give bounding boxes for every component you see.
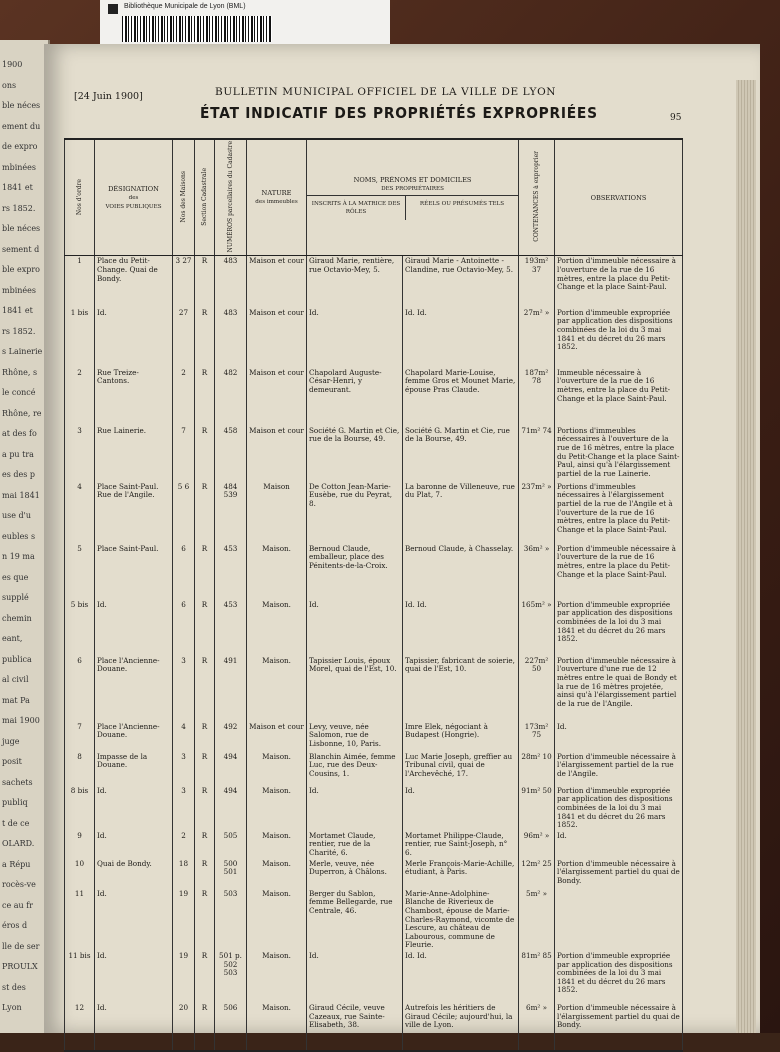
left-page-fragment: eubles s bbox=[2, 531, 36, 541]
row-observations: Id. bbox=[555, 722, 683, 752]
left-page-fragment: at des fo bbox=[2, 429, 37, 438]
row-observations: Portions d'immeubles nécessaires à l'ouverture de la rue de 16 mètres, entre la place du Petit-Change et la place Saint-Paul, ainsi qu'à l'élargissement partiel de la rue Lainerie. bbox=[555, 426, 683, 482]
left-page-fragment: chemin bbox=[2, 613, 32, 623]
left-page-fragment: rs 1852. bbox=[2, 203, 36, 213]
row-observations: Portion d'immeuble nécessaire à l'élargissement partiel du quai de Bondy. bbox=[555, 1003, 683, 1051]
row-inscrits: Id. bbox=[307, 951, 403, 1003]
row-number: 9 bbox=[65, 831, 95, 859]
row-inscrits: Giraud Cécile, veuve Cazeaux, rue Sainte-Elisabeth, 38. bbox=[307, 1003, 403, 1051]
row-maisons: 6 bbox=[173, 544, 195, 600]
row-section: R bbox=[195, 752, 215, 786]
row-section: R bbox=[195, 544, 215, 600]
row-reels: Merle François-Marie-Achille, étudiant, à Paris. bbox=[403, 859, 519, 889]
row-parcelle: 453 bbox=[215, 544, 247, 600]
row-reels: Id. Id. bbox=[403, 600, 519, 656]
row-maisons: 20 bbox=[173, 1003, 195, 1051]
row-section: R bbox=[195, 256, 215, 308]
row-observations: Portion d'immeuble expropriée par application des dispositions combinées de la loi du 3 mai 1841 et du décret du 26 mars 1852. bbox=[555, 951, 683, 1003]
row-nature: Maison. bbox=[247, 786, 307, 831]
row-parcelle: 491 bbox=[215, 656, 247, 722]
left-page-fragment: publiq bbox=[2, 798, 28, 807]
row-nature: Maison et cour bbox=[247, 368, 307, 426]
row-section: R bbox=[195, 482, 215, 544]
row-observations: Portion d'immeuble nécessaire à l'ouverture de la rue de 16 mètres, entre la place du Petit-Change et la place Saint-Paul. bbox=[555, 256, 683, 308]
left-page-fragment: mbinées bbox=[2, 162, 36, 172]
table-row bbox=[65, 308, 683, 368]
row-contenance: 96m² » bbox=[519, 831, 555, 859]
left-page-fragment: s Lainerie bbox=[2, 347, 43, 356]
row-reels: La baronne de Villeneuve, rue du Plat, 7. bbox=[403, 482, 519, 544]
row-contenance: 12m² 25 bbox=[519, 859, 555, 889]
row-parcelle: 494 bbox=[215, 786, 247, 831]
col-inscrits: INSCRITS À LA MATRICE DES RÔLES bbox=[307, 196, 406, 220]
row-number: 2 bbox=[65, 368, 95, 426]
row-observations: Portion d'immeuble expropriée par application des dispositions combinées de la loi du 3 mai 1841 et du décret du 26 mars 1852. bbox=[555, 600, 683, 656]
row-observations: Portion d'immeuble nécessaire à l'ouverture d'une rue de 12 mètres entre le quai de Bondy et la rue de 16 mètres projetée, ainsi qu'à l'élargissement partiel de la rue de l'Angile. bbox=[555, 656, 683, 722]
row-contenance: 27m² » bbox=[519, 308, 555, 368]
row-maisons: 19 bbox=[173, 951, 195, 1003]
table-row bbox=[65, 256, 683, 308]
row-reels: Tapissier, fabricant de soierie, quai de l'Est, 10. bbox=[403, 656, 519, 722]
col-maisons: Nos des Maisons bbox=[173, 139, 195, 256]
row-inscrits: Id. bbox=[307, 600, 403, 656]
row-voie: Id. bbox=[95, 889, 173, 951]
barcode bbox=[122, 16, 272, 42]
left-page-fragment: publica bbox=[2, 654, 32, 664]
row-contenance: 6m² » bbox=[519, 1003, 555, 1051]
table-row bbox=[65, 722, 683, 752]
left-page-fragment: sachets bbox=[2, 777, 33, 787]
col-observations: OBSERVATIONS bbox=[555, 139, 683, 256]
row-observations: Portion d'immeuble expropriée par application des dispositions combinées de la loi du 3 mai 1841 et du décret du 26 mars 1852. bbox=[555, 786, 683, 831]
row-number: 8 bbox=[65, 752, 95, 786]
left-page bbox=[0, 40, 50, 1033]
left-page-fragment: ement du bbox=[2, 121, 41, 131]
row-reels: Id. bbox=[403, 786, 519, 831]
row-contenance: 28m² 10 bbox=[519, 752, 555, 786]
row-voie: Id. bbox=[95, 308, 173, 368]
row-reels: Autrefois les héritiers de Giraud Cécile; aujourd'hui, la ville de Lyon. bbox=[403, 1003, 519, 1051]
row-inscrits: Levy, veuve, née Salomon, rue de Lisbonne, 10, Paris. bbox=[307, 722, 403, 752]
col-contenances: CONTENANCES à exproprier bbox=[519, 139, 555, 256]
row-maisons: 3 27 bbox=[173, 256, 195, 308]
row-voie: Place Saint-Paul. Rue de l'Angile. bbox=[95, 482, 173, 544]
row-contenance: 193m² 37 bbox=[519, 256, 555, 308]
library-logo bbox=[108, 4, 118, 14]
table-row bbox=[65, 859, 683, 889]
table-row bbox=[65, 368, 683, 426]
row-parcelle: 500 501 bbox=[215, 859, 247, 889]
row-parcelle: 458 bbox=[215, 426, 247, 482]
row-section: R bbox=[195, 368, 215, 426]
row-maisons: 3 bbox=[173, 656, 195, 722]
row-section: R bbox=[195, 722, 215, 752]
row-number: 3 bbox=[65, 426, 95, 482]
row-number: 8 bis bbox=[65, 786, 95, 831]
row-parcelle: 453 bbox=[215, 600, 247, 656]
row-contenance: 5m² » bbox=[519, 889, 555, 951]
row-reels: Chapolard Marie-Louise, femme Gros et Mounet Marie, épouse Pras Claude. bbox=[403, 368, 519, 426]
col-nature: NATURE des immeubles bbox=[247, 139, 307, 256]
left-page-fragment: use d'u bbox=[2, 511, 32, 520]
row-number: 11 bbox=[65, 889, 95, 951]
left-page-fragment: PROULX bbox=[2, 962, 38, 971]
row-section: R bbox=[195, 831, 215, 859]
row-inscrits: Merle, veuve, née Duperron, à Châlons. bbox=[307, 859, 403, 889]
row-nature: Maison. bbox=[247, 544, 307, 600]
row-maisons: 2 bbox=[173, 831, 195, 859]
row-maisons: 6 bbox=[173, 600, 195, 656]
left-page-fragment: ble néces bbox=[2, 224, 41, 233]
row-voie: Rue Treize-Cantons. bbox=[95, 368, 173, 426]
row-maisons: 18 bbox=[173, 859, 195, 889]
row-maisons: 27 bbox=[173, 308, 195, 368]
row-observations: Portion d'immeuble nécessaire à l'élargissement partiel du quai de Bondy. bbox=[555, 859, 683, 889]
row-contenance: 187m² 78 bbox=[519, 368, 555, 426]
row-inscrits: Id. bbox=[307, 786, 403, 831]
row-reels: Luc Marie Joseph, greffier au Tribunal civil, quai de l'Archevêché, 17. bbox=[403, 752, 519, 786]
row-reels: Giraud Marie - Antoinette - Clandine, rue Octavio-Mey, 5. bbox=[403, 256, 519, 308]
row-contenance: 237m² » bbox=[519, 482, 555, 544]
left-page-fragment: éros d bbox=[2, 921, 28, 930]
row-section: R bbox=[195, 786, 215, 831]
left-page-fragment: ce au fr bbox=[2, 900, 34, 910]
row-nature: Maison et cour bbox=[247, 256, 307, 308]
row-parcelle: 482 bbox=[215, 368, 247, 426]
left-page-fragment: es que bbox=[2, 572, 29, 582]
left-page-fragment: mbinées bbox=[2, 285, 36, 295]
library-name: Bibliothèque Municipale de Lyon (BML) bbox=[124, 3, 246, 10]
left-page-fragment: ble néces bbox=[2, 101, 41, 110]
row-parcelle: 483 bbox=[215, 256, 247, 308]
row-voie: Place l'Ancienne-Douane. bbox=[95, 656, 173, 722]
row-reels: Imre Elek, négociant à Budapest (Hongrie). bbox=[403, 722, 519, 752]
row-inscrits: Mortamet Claude, rentier, rue de la Charité, 6. bbox=[307, 831, 403, 859]
row-observations: Portion d'immeuble expropriée par application des dispositions combinées de la loi du 3 mai 1841 et du décret du 26 mars 1852. bbox=[555, 308, 683, 368]
row-inscrits: Berger du Sablon, femme Bellegarde, rue Centrale, 46. bbox=[307, 889, 403, 951]
row-observations: Portion d'immeuble nécessaire à l'élargissement partiel de la rue de l'Angile. bbox=[555, 752, 683, 786]
row-inscrits: Bernoud Claude, emballeur, place des Pénitents-de-la-Croix. bbox=[307, 544, 403, 600]
row-inscrits: Blanchin Aimée, femme Luc, rue des Deux-Cousins, 1. bbox=[307, 752, 403, 786]
row-section: R bbox=[195, 889, 215, 951]
col-section: Section Cadastrale bbox=[195, 139, 215, 256]
left-page-fragment: al civil bbox=[2, 675, 29, 684]
row-number: 10 bbox=[65, 859, 95, 889]
left-page-fragment: t de ce bbox=[2, 818, 30, 828]
row-observations: Immeuble nécessaire à l'ouverture de la rue de 16 mètres, entre la place du Petit-Change et la place Saint-Paul. bbox=[555, 368, 683, 426]
row-section: R bbox=[195, 426, 215, 482]
row-reels: Bernoud Claude, à Chasselay. bbox=[403, 544, 519, 600]
left-page-fragment: Rhône, s bbox=[2, 367, 38, 377]
left-page-fragment: juge bbox=[2, 736, 20, 746]
row-nature: Maison. bbox=[247, 656, 307, 722]
row-maisons: 19 bbox=[173, 889, 195, 951]
table-row bbox=[65, 951, 683, 1003]
row-observations bbox=[555, 889, 683, 951]
row-parcelle: 501 p. 502 503 bbox=[215, 951, 247, 1003]
row-reels: Id. Id. bbox=[403, 951, 519, 1003]
row-voie: Id. bbox=[95, 831, 173, 859]
row-contenance: 36m² » bbox=[519, 544, 555, 600]
row-reels: Mortamet Philippe-Claude, rentier, rue Saint-Joseph, n° 6. bbox=[403, 831, 519, 859]
row-nature: Maison. bbox=[247, 951, 307, 1003]
left-page-fragment: mai 1841 bbox=[2, 490, 40, 500]
row-maisons: 7 bbox=[173, 426, 195, 482]
row-voie: Id. bbox=[95, 786, 173, 831]
left-page-fragment: a pu tra bbox=[2, 449, 34, 459]
col-designation: DÉSIGNATION des VOIES PUBLIQUES bbox=[95, 139, 173, 256]
row-inscrits: Giraud Marie, rentière, rue Octavio-Mey, 5. bbox=[307, 256, 403, 308]
row-parcelle: 483 bbox=[215, 308, 247, 368]
row-number: 11 bis bbox=[65, 951, 95, 1003]
table-row bbox=[65, 1003, 683, 1051]
left-page-fragment: lle de ser bbox=[2, 941, 40, 951]
row-number: 7 bbox=[65, 722, 95, 752]
left-page-fragment: 1900 bbox=[2, 60, 23, 69]
left-page-fragment: n 19 ma bbox=[2, 552, 35, 561]
row-section: R bbox=[195, 859, 215, 889]
row-observations: Portions d'immeubles nécessaires à l'élargissement partiel de la rue de l'Angile et à l'ouverture de la rue de 16 mètres, entre la place du Petit-Change et la place Saint-Paul. bbox=[555, 482, 683, 544]
left-page-fragment: rocès-ve bbox=[2, 880, 36, 889]
row-section: R bbox=[195, 308, 215, 368]
row-section: R bbox=[195, 656, 215, 722]
row-contenance: 81m² 85 bbox=[519, 951, 555, 1003]
row-number: 6 bbox=[65, 656, 95, 722]
left-page-fragment: de expro bbox=[2, 142, 38, 151]
left-page-fragment: Rhône, re bbox=[2, 408, 42, 418]
row-contenance: 71m² 74 bbox=[519, 426, 555, 482]
left-page-fragment: es des p bbox=[2, 470, 36, 479]
row-nature: Maison. bbox=[247, 1003, 307, 1051]
left-page-fragment: le concé bbox=[2, 388, 36, 397]
row-contenance: 227m² 50 bbox=[519, 656, 555, 722]
row-nature: Maison et cour bbox=[247, 722, 307, 752]
row-voie: Place l'Ancienne-Douane. bbox=[95, 722, 173, 752]
row-voie: Place du Petit-Change. Quai de Bondy. bbox=[95, 256, 173, 308]
page-edge bbox=[736, 80, 756, 1033]
row-parcelle: 503 bbox=[215, 889, 247, 951]
row-number: 1 bis bbox=[65, 308, 95, 368]
row-number: 12 bbox=[65, 1003, 95, 1051]
table-row bbox=[65, 889, 683, 951]
row-section: R bbox=[195, 1003, 215, 1051]
row-voie: Impasse de la Douane. bbox=[95, 752, 173, 786]
left-page-fragment: st des bbox=[2, 982, 26, 992]
row-inscrits: Tapissier Louis, époux Morel, quai de l'Est, 10. bbox=[307, 656, 403, 722]
row-contenance: 165m² » bbox=[519, 600, 555, 656]
row-maisons: 2 bbox=[173, 368, 195, 426]
bulletin-title: BULLETIN MUNICIPAL OFFICIEL DE LA VILLE DE LYON bbox=[215, 86, 557, 98]
row-nature: Maison. bbox=[247, 831, 307, 859]
row-voie: Quai de Bondy. bbox=[95, 859, 173, 889]
issue-date: [24 Juin 1900] bbox=[74, 91, 143, 102]
row-number: 4 bbox=[65, 482, 95, 544]
table-row bbox=[65, 752, 683, 786]
row-nature: Maison. bbox=[247, 600, 307, 656]
left-page-fragment: 1841 et bbox=[2, 183, 33, 192]
row-voie: Id. bbox=[95, 1003, 173, 1051]
table-row bbox=[65, 544, 683, 600]
row-voie: Id. bbox=[95, 951, 173, 1003]
table-row bbox=[65, 482, 683, 544]
row-parcelle: 506 bbox=[215, 1003, 247, 1051]
left-page-fragment: sement d bbox=[2, 244, 40, 254]
col-numeros: NUMÉROS parcellaires du Cadastre bbox=[215, 139, 247, 256]
left-page-fragment: ble expro bbox=[2, 265, 40, 274]
row-number: 5 bis bbox=[65, 600, 95, 656]
expropriation-table bbox=[64, 138, 683, 1052]
table-row bbox=[65, 786, 683, 831]
row-reels: Marie-Anne-Adolphine-Blanche de Riverieux de Chambost, épouse de Marie-Charles-Raymond, vicomte de Lescure, au château de Labourous, commune de Fleurie. bbox=[403, 889, 519, 951]
table-row bbox=[65, 426, 683, 482]
left-page-fragment: mat Pa bbox=[2, 695, 30, 705]
row-reels: Société G. Martin et Cie, rue de la Bourse, 49. bbox=[403, 426, 519, 482]
row-nature: Maison bbox=[247, 482, 307, 544]
row-maisons: 3 bbox=[173, 786, 195, 831]
row-inscrits: De Cotton Jean-Marie-Eusèbe, rue du Peyrat, 8. bbox=[307, 482, 403, 544]
row-maisons: 3 bbox=[173, 752, 195, 786]
page-number: 95 bbox=[670, 113, 682, 123]
table-row bbox=[65, 600, 683, 656]
left-page-fragment: Lyon bbox=[2, 1003, 22, 1012]
left-page-fragment: mai 1900 bbox=[2, 716, 40, 725]
row-contenance: 173m² 75 bbox=[519, 722, 555, 752]
row-number: 5 bbox=[65, 544, 95, 600]
col-noms: NOMS, PRÉNOMS ET DOMICILES DES PROPRIÉTAIRES INSCRITS À LA MATRICE DES RÔLES RÉELS OU PRÉSUMÉS TELS bbox=[307, 139, 519, 256]
left-page-fragment: eant, bbox=[2, 634, 23, 643]
row-inscrits: Société G. Martin et Cie, rue de la Bourse, 49. bbox=[307, 426, 403, 482]
row-nature: Maison. bbox=[247, 752, 307, 786]
page-title: ÉTAT INDICATIF DES PROPRIÉTÉS EXPROPRIÉES bbox=[200, 104, 598, 122]
row-voie: Place Saint-Paul. bbox=[95, 544, 173, 600]
row-nature: Maison. bbox=[247, 889, 307, 951]
row-contenance: 91m² 50 bbox=[519, 786, 555, 831]
row-nature: Maison et cour bbox=[247, 426, 307, 482]
row-voie: Id. bbox=[95, 600, 173, 656]
row-inscrits: Chapolard Auguste-César-Henri, y demeurant. bbox=[307, 368, 403, 426]
row-nature: Maison et cour bbox=[247, 308, 307, 368]
left-page-fragment: a Répu bbox=[2, 859, 31, 869]
row-reels: Id. Id. bbox=[403, 308, 519, 368]
col-reels: RÉELS OU PRÉSUMÉS TELS bbox=[419, 200, 505, 207]
left-page-fragment: supplé bbox=[2, 593, 29, 602]
left-page-fragment: rs 1852. bbox=[2, 326, 36, 336]
row-inscrits: Id. bbox=[307, 308, 403, 368]
table-row bbox=[65, 656, 683, 722]
left-page-fragment: 1841 et bbox=[2, 306, 33, 315]
row-section: R bbox=[195, 951, 215, 1003]
col-ordre: Nos d'ordre bbox=[65, 139, 95, 256]
row-parcelle: 484 539 bbox=[215, 482, 247, 544]
row-observations: Id. bbox=[555, 831, 683, 859]
row-parcelle: 505 bbox=[215, 831, 247, 859]
row-voie: Rue Lainerie. bbox=[95, 426, 173, 482]
row-number: 1 bbox=[65, 256, 95, 308]
left-page-fragment: ons bbox=[2, 80, 17, 90]
table-row bbox=[65, 831, 683, 859]
row-parcelle: 492 bbox=[215, 722, 247, 752]
row-maisons: 4 bbox=[173, 722, 195, 752]
left-page-fragment: posit bbox=[2, 757, 22, 766]
row-maisons: 5 6 bbox=[173, 482, 195, 544]
row-observations: Portion d'immeuble nécessaire à l'ouverture de la rue de 16 mètres, entre la place du Petit-Change et la place Saint-Paul. bbox=[555, 544, 683, 600]
row-parcelle: 494 bbox=[215, 752, 247, 786]
row-section: R bbox=[195, 600, 215, 656]
row-nature: Maison. bbox=[247, 859, 307, 889]
left-page-fragment: OLARD. bbox=[2, 839, 35, 848]
